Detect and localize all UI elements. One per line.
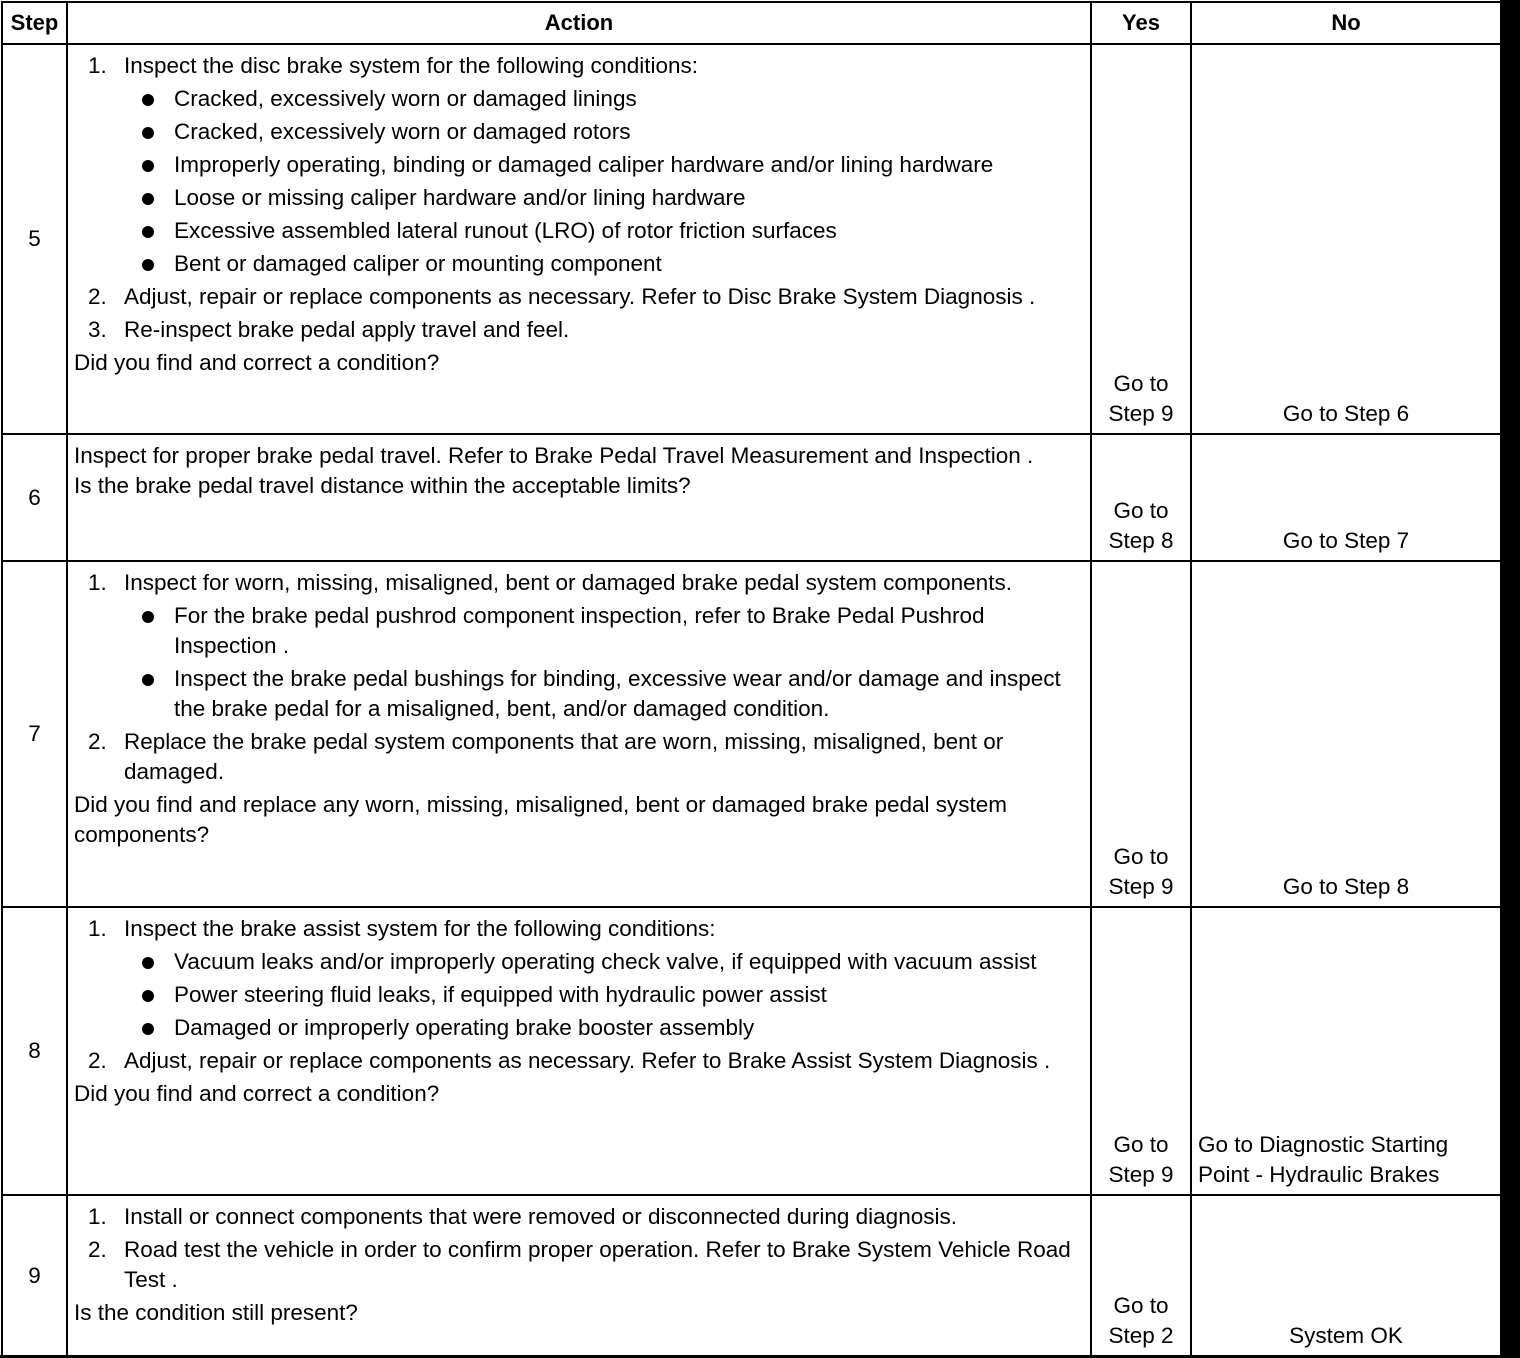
table-row bbox=[2, 44, 1501, 434]
bullet-icon bbox=[142, 127, 154, 139]
bullet-icon bbox=[142, 94, 154, 106]
bullet-icon bbox=[142, 193, 154, 205]
question-text: Did you find and correct a condition? bbox=[74, 350, 440, 375]
bullet-item bbox=[124, 183, 1084, 213]
item-number: 1. bbox=[88, 570, 107, 595]
intro-text: Inspect for proper brake pedal travel. Refer to Brake Pedal Travel Measurement and Inspection . bbox=[74, 443, 1034, 468]
bullet-text: Inspect the brake pedal bushings for binding, excessive wear and/or damage and inspect the brake pedal for a misaligned, bent, and/or damaged condition. bbox=[174, 666, 1061, 721]
bullet-text: Improperly operating, binding or damaged caliper hardware and/or lining hardware bbox=[174, 152, 994, 177]
item-number: 1. bbox=[88, 1204, 107, 1229]
item-text: Inspect for worn, missing, misaligned, bent or damaged brake pedal system components. bbox=[124, 570, 1012, 595]
question-text: Is the condition still present? bbox=[74, 1300, 358, 1325]
item-text: Replace the brake pedal system components that are worn, missing, misaligned, bent or damaged. bbox=[124, 729, 1004, 784]
bullet-item bbox=[124, 216, 1084, 246]
bullet-item bbox=[124, 1013, 1084, 1043]
question-text: Did you find and replace any worn, missing, misaligned, bent or damaged brake pedal system components? bbox=[74, 792, 1008, 847]
list-item bbox=[74, 727, 1084, 787]
list-item bbox=[74, 914, 1084, 1043]
table-row bbox=[2, 434, 1501, 561]
yes-link[interactable]: Go to Step 2 bbox=[1091, 1195, 1191, 1356]
action-cell bbox=[67, 44, 1091, 434]
item-text: Inspect the brake assist system for the following conditions: bbox=[124, 916, 716, 941]
table-row bbox=[2, 561, 1501, 907]
item-text: Install or connect components that were removed or disconnected during diagnosis. bbox=[124, 1204, 957, 1229]
item-text: Re-inspect brake pedal apply travel and feel. bbox=[124, 317, 570, 342]
bullet-text: Vacuum leaks and/or improperly operating check valve, if equipped with vacuum assist bbox=[174, 949, 1037, 974]
list-item bbox=[74, 568, 1084, 724]
bullet-item bbox=[124, 947, 1084, 977]
item-number: 2. bbox=[88, 284, 107, 309]
question-text: Did you find and correct a condition? bbox=[74, 1081, 440, 1106]
bullet-icon bbox=[142, 160, 154, 172]
list-item bbox=[74, 1202, 1084, 1232]
yes-link[interactable]: Go to Step 8 bbox=[1091, 434, 1191, 561]
yes-link[interactable]: Go to Step 9 bbox=[1091, 561, 1191, 907]
action-cell bbox=[67, 907, 1091, 1195]
step-number: 8 bbox=[2, 907, 67, 1195]
bullet-text: Cracked, excessively worn or damaged rotors bbox=[174, 119, 631, 144]
header-row bbox=[2, 2, 1501, 44]
step-number: 5 bbox=[2, 44, 67, 434]
yes-link[interactable]: Go to Step 9 bbox=[1091, 44, 1191, 434]
no-link[interactable]: Go to Step 7 bbox=[1191, 434, 1501, 561]
table-row bbox=[2, 907, 1501, 1195]
item-number: 2. bbox=[88, 1048, 107, 1073]
step-number: 9 bbox=[2, 1195, 67, 1356]
bullet-icon bbox=[142, 259, 154, 271]
no-link[interactable]: System OK bbox=[1191, 1195, 1501, 1356]
bullet-item bbox=[124, 84, 1084, 114]
bullet-icon bbox=[142, 674, 154, 686]
action-cell bbox=[67, 561, 1091, 907]
item-text: Inspect the disc brake system for the following conditions: bbox=[124, 53, 699, 78]
header-no: No bbox=[1191, 2, 1501, 44]
question-text: Is the brake pedal travel distance within the acceptable limits? bbox=[74, 473, 691, 498]
item-number: 3. bbox=[88, 317, 107, 342]
list-item bbox=[74, 282, 1084, 312]
list-item bbox=[74, 1046, 1084, 1076]
bullet-item bbox=[124, 980, 1084, 1010]
header-action: Action bbox=[67, 2, 1091, 44]
item-text: Road test the vehicle in order to confirm proper operation. Refer to Brake System Vehicle Road Test . bbox=[124, 1237, 1071, 1292]
list-item bbox=[74, 1235, 1084, 1295]
bullet-text: Cracked, excessively worn or damaged linings bbox=[174, 86, 637, 111]
bullet-item bbox=[124, 117, 1084, 147]
bullet-icon bbox=[142, 611, 154, 623]
list-item bbox=[74, 51, 1084, 279]
bullet-item bbox=[124, 664, 1084, 724]
bullet-icon bbox=[142, 1023, 154, 1035]
bullet-text: Damaged or improperly operating brake booster assembly bbox=[174, 1015, 755, 1040]
item-number: 1. bbox=[88, 916, 107, 941]
bullet-item bbox=[124, 150, 1084, 180]
item-number: 2. bbox=[88, 729, 107, 754]
action-cell bbox=[67, 434, 1091, 561]
bullet-text: Loose or missing caliper hardware and/or lining hardware bbox=[174, 185, 746, 210]
header-yes: Yes bbox=[1091, 2, 1191, 44]
bullet-list bbox=[124, 947, 1084, 1043]
item-text: Adjust, repair or replace components as necessary. Refer to Disc Brake System Diagnosis . bbox=[124, 284, 1036, 309]
bullet-icon bbox=[142, 226, 154, 238]
bullet-item bbox=[124, 601, 1084, 661]
list-item bbox=[74, 315, 1084, 345]
bullet-text: Bent or damaged caliper or mounting component bbox=[174, 251, 662, 276]
action-list bbox=[74, 1202, 1084, 1295]
bullet-icon bbox=[142, 990, 154, 1002]
bullet-list bbox=[124, 84, 1084, 279]
step-number: 6 bbox=[2, 434, 67, 561]
bullet-text: Excessive assembled lateral runout (LRO) of rotor friction surfaces bbox=[174, 218, 837, 243]
header-step: Step bbox=[2, 2, 67, 44]
no-link[interactable]: Go to Step 8 bbox=[1191, 561, 1501, 907]
action-cell bbox=[67, 1195, 1091, 1356]
bullet-item bbox=[124, 249, 1084, 279]
item-number: 2. bbox=[88, 1237, 107, 1262]
bullet-list bbox=[124, 601, 1084, 724]
action-list bbox=[74, 568, 1084, 787]
step-number: 7 bbox=[2, 561, 67, 907]
no-link[interactable]: Go to Diagnostic Starting Point - Hydraulic Brakes bbox=[1191, 907, 1501, 1195]
yes-link[interactable]: Go to Step 9 bbox=[1091, 907, 1191, 1195]
table-row bbox=[2, 1195, 1501, 1356]
bullet-icon bbox=[142, 957, 154, 969]
no-link[interactable]: Go to Step 6 bbox=[1191, 44, 1501, 434]
item-number: 1. bbox=[88, 53, 107, 78]
diagnostic-table bbox=[1, 1, 1502, 1357]
bullet-text: For the brake pedal pushrod component inspection, refer to Brake Pedal Pushrod Inspection . bbox=[174, 603, 985, 658]
bullet-text: Power steering fluid leaks, if equipped with hydraulic power assist bbox=[174, 982, 827, 1007]
item-text: Adjust, repair or replace components as necessary. Refer to Brake Assist System Diagnosis . bbox=[124, 1048, 1051, 1073]
action-list bbox=[74, 51, 1084, 345]
action-list bbox=[74, 914, 1084, 1076]
